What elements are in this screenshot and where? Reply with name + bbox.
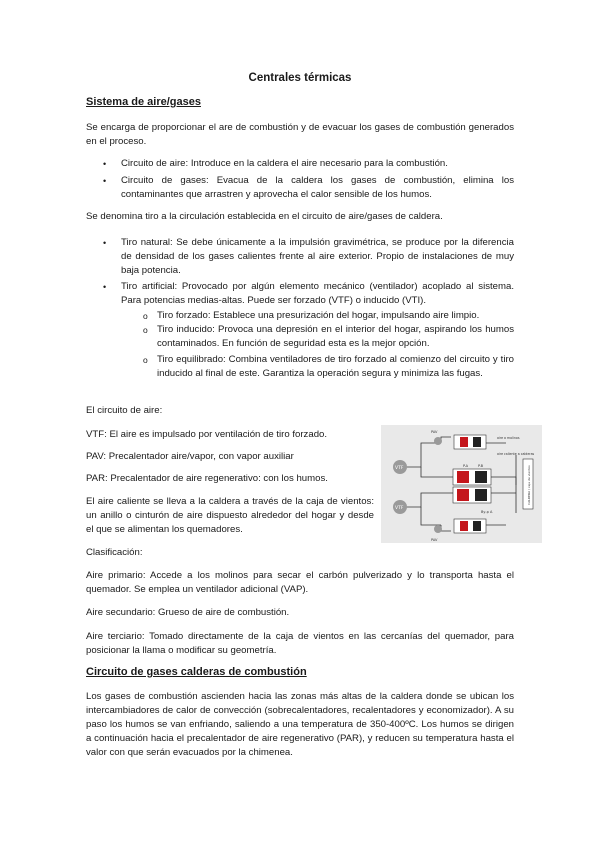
pav-bottom-label: PAV <box>431 538 438 542</box>
aux-fan-bottom-icon <box>434 525 442 533</box>
pav-top-coil-icon <box>473 437 481 447</box>
gases-paragraph: Los gases de combustión ascienden hacia las zonas más altas de la caldera donde se ubican los intercambiadores de calor de convección (sobrecalentadores, recalentadores y economizador). A su paso los humos se van enfriando, saliendo a una temperatura de 350-400ºC. Los humos se dirigen a continuación hacia el precalentador de aire regenerativo (PAR), y reducen su temperatura hasta el valor con que serán evacuados por la chimenea. <box>86 691 514 758</box>
bullet-tiro-artificial: Tiro artificial: Provocado por algún elemento mecánico (ventilador) acoplado al sistema. Para potencias medias-altas. Puede ser forzado (VTF) o inducido (VTI). <box>121 281 514 306</box>
vtf-top-label: VTF <box>395 466 404 471</box>
aire-primario: Aire primario: Accede a los molinos para secar el carbón pulverizado y lo transporta hasta el quemador. Se emplea un ventilador adicional (VAP). <box>86 570 514 595</box>
pav-bottom-coil-icon <box>473 521 481 531</box>
output-molinos-label: aire a molinos <box>497 436 520 440</box>
circuito-aire-label: El circuito de aire: <box>86 405 163 416</box>
aux-fan-top-icon <box>434 437 442 445</box>
sub-bullet-circle: o <box>143 355 148 365</box>
sub-bullet-circle: o <box>143 325 148 335</box>
bullet-dot: • <box>103 159 107 169</box>
par-a-coil-icon <box>475 471 487 483</box>
bullet-dot: • <box>103 238 107 248</box>
vtf-definition: VTF: El aire es impulsado por ventilación de tiro forzado. <box>86 429 328 440</box>
output-calderas-label: aire caliente a calderas <box>497 452 535 456</box>
page-title: Centrales térmicas <box>248 72 352 84</box>
par-a-label: P.A <box>463 464 469 468</box>
air-circuit-svg <box>381 425 542 543</box>
bullet-dot: • <box>103 176 107 186</box>
bullet-dot: • <box>103 282 107 292</box>
bullet-circuito-gases: Circuito de gases: Evacua de la caldera los gases de combustión, elimina los contaminantes que arrastren y aprovecha el calor sensible de los humos. <box>121 175 514 200</box>
tiro-definition: Se denomina tiro a la circulación establecida en el circuito de aire/gases de caldera. <box>86 211 443 222</box>
section-heading-gases: Circuito de gases calderas de combustión <box>86 666 307 678</box>
caldera-label: CALDERA / caja de vientos <box>527 465 531 505</box>
aire-secundario: Aire secundario: Grueso de aire de combustión. <box>86 607 290 618</box>
sub-bullet-circle: o <box>143 311 148 321</box>
air-circuit-diagram <box>381 425 542 543</box>
vtf-bottom-label: VTF <box>395 506 404 511</box>
aire-caliente-paragraph: El aire caliente se lleva a la caldera a través de la caja de vientos: un anillo o cinturón de aire dispuesto alrededor del hogar y desde el que se alimentan los quemadores. <box>86 496 374 535</box>
pav-top-heater-icon <box>460 437 468 447</box>
bullet-tiro-natural: Tiro natural: Se debe únicamente a la impulsión gravimétrica, se produce por la diferencia de densidad de los gases calientes frente al aire exterior. Propio de instalaciones de muy baja potencia. <box>121 237 514 276</box>
par-b-label: P.B <box>478 464 484 468</box>
pav-definition: PAV: Precalentador aire/vapor, con vapor auxiliar <box>86 451 294 462</box>
intro-paragraph: Se encarga de proporcionar el are de combustión y de evacuar los gases de combustión generados en el proceso. <box>86 122 514 147</box>
par-b-heater-icon <box>457 489 469 501</box>
par-b-coil-icon <box>475 489 487 501</box>
bypass-label: By-p A <box>481 510 493 514</box>
pav-top-box <box>454 435 486 449</box>
par-a-heater-icon <box>457 471 469 483</box>
aire-terciario: Aire terciario: Tomado directamente de la caja de vientos en las cercanías del quemador, para posicionar la llama o modificar su geometría. <box>86 631 514 656</box>
pav-top-label: PAV <box>431 430 438 434</box>
pav-bottom-heater-icon <box>460 521 468 531</box>
section-heading-aire-gases: Sistema de aire/gases <box>86 96 201 108</box>
bullet-circuito-aire: Circuito de aire: Introduce en la caldera el aire necesario para la combustión. <box>121 158 448 169</box>
clasificacion-label: Clasificación: <box>86 547 143 558</box>
pav-bottom-box <box>454 519 486 533</box>
sub-bullet-tiro-forzado: Tiro forzado: Establece una presurización del hogar, impulsando aire limpio. <box>157 310 480 321</box>
par-definition: PAR: Precalentador de aire regenerativo: con los humos. <box>86 473 328 484</box>
sub-bullet-tiro-inducido: Tiro inducido: Provoca una depresión en el interior del hogar, aspirando los humos contaminados. En función de seguridad esta es la mejor opción. <box>157 324 514 349</box>
sub-bullet-tiro-equilibrado: Tiro equilibrado: Combina ventiladores de tiro forzado al comienzo del circuito y tiro inducido al final de este. Garantiza la operación segura y minimiza las fugas. <box>157 354 514 379</box>
